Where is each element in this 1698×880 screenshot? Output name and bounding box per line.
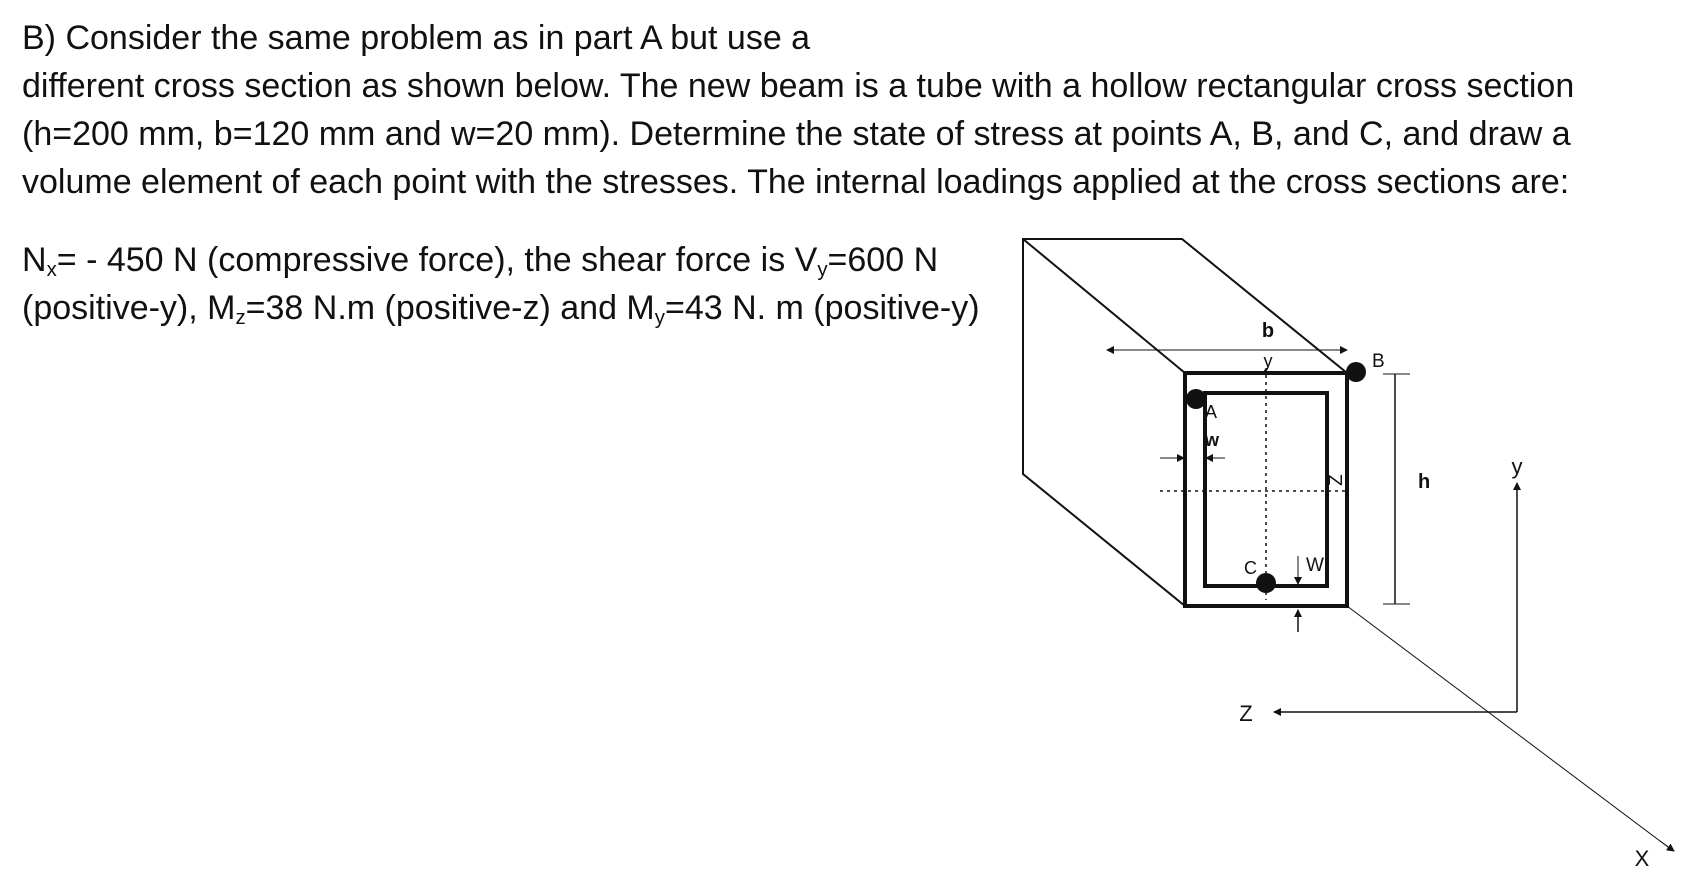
- w-left-label: w: [1205, 430, 1220, 450]
- beam-edge-top-left: [1023, 239, 1185, 373]
- section-y-label: y: [1263, 351, 1273, 371]
- point-c-label: C: [1244, 558, 1257, 578]
- loadings-line-2: (positive-y), $M_z=38$ N.m (positive-z) and $M_y=43$ N. m (positive-y): [22, 289, 980, 330]
- b-label: b: [1261, 320, 1275, 342]
- y-axis-label: y: [1511, 454, 1523, 479]
- section-z-label: Z: [1326, 474, 1347, 486]
- point-b-marker: [1346, 362, 1366, 382]
- point-a-marker: [1186, 389, 1206, 409]
- x-axis-line: [1347, 606, 1672, 850]
- x-axis-arrow: [1660, 841, 1674, 851]
- loadings-line-1: $N_x= - 450$ N (compressive force), the shear force is $V_y=600$ N: [22, 241, 939, 282]
- point-b-label: B: [1372, 351, 1385, 372]
- h-label: h: [1418, 471, 1431, 493]
- x-axis-label: X: [1634, 846, 1650, 871]
- point-a-label: A: [1205, 402, 1218, 422]
- point-c-marker: [1256, 573, 1276, 593]
- statement-line-3: (h=200 mm, b=120 mm and w=20 mm). Determine the state of stress at points A, B, and C, and draw a: [22, 115, 1571, 153]
- w-bottom-label: W: [1306, 555, 1324, 576]
- statement-line-1: B) Consider the same problem as in part A but use a: [22, 19, 811, 57]
- z-axis-label: Z: [1239, 701, 1253, 726]
- statement-line-2: different cross section as shown below. The new beam is a tube with a hollow rectangular cross section: [22, 67, 1575, 105]
- statement-line-4: volume element of each point with the stresses. The internal loadings applied at the cross sections are:: [22, 163, 1570, 201]
